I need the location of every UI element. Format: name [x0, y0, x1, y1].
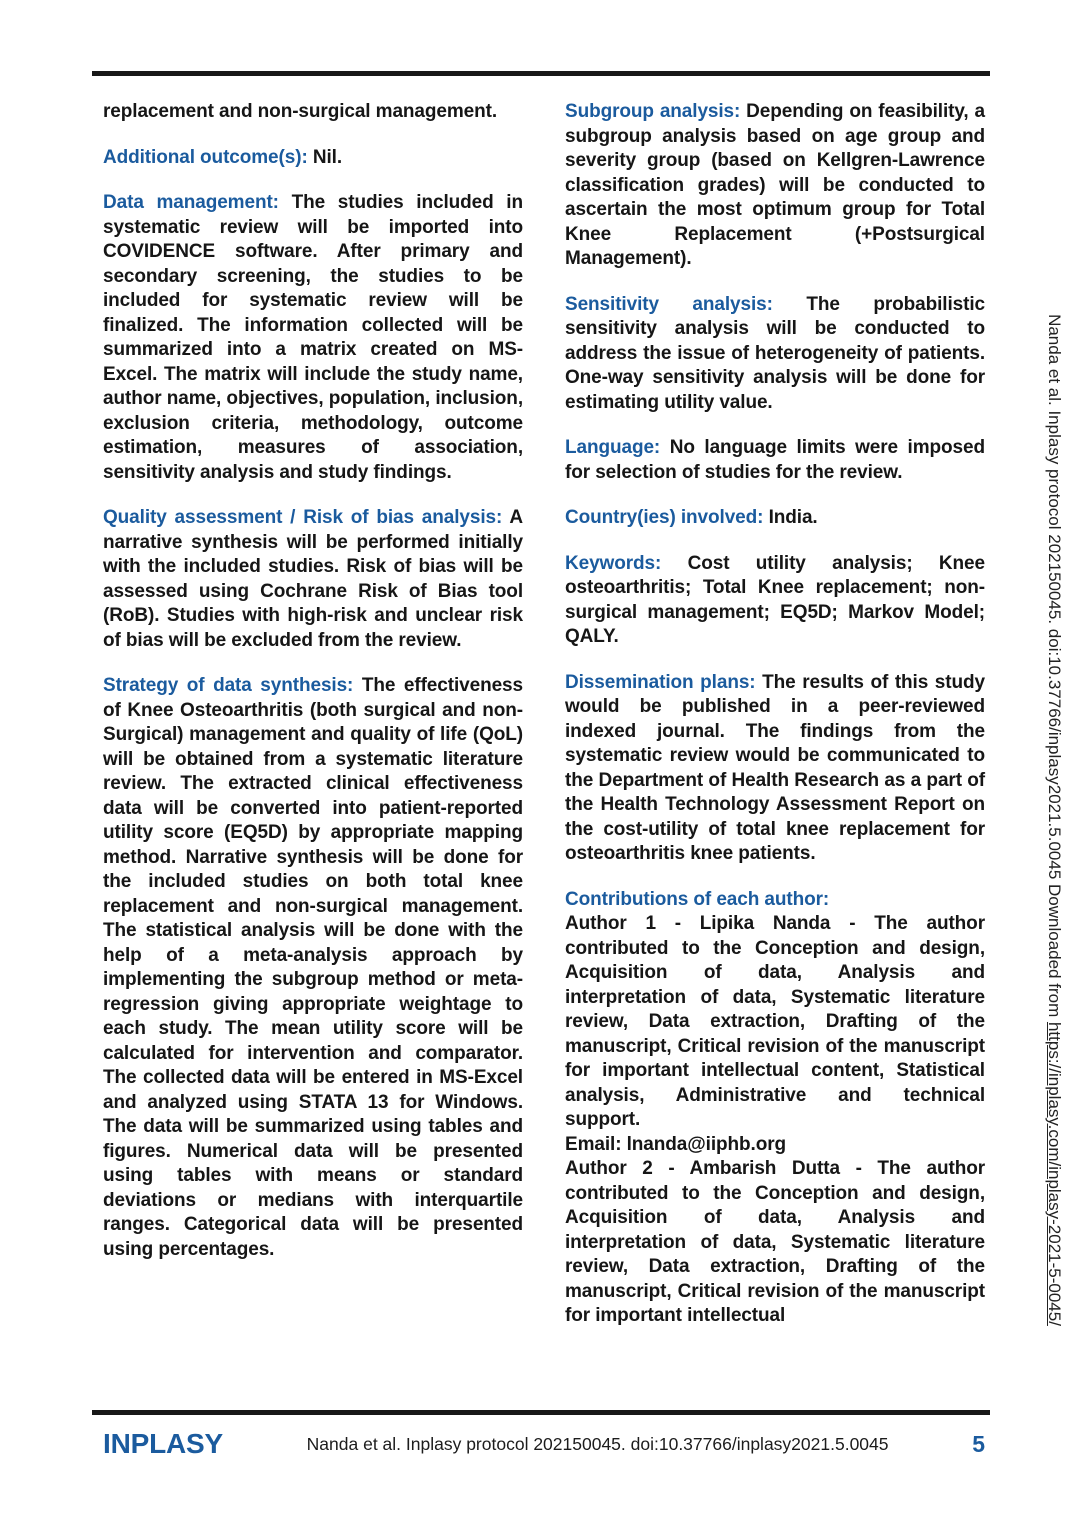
inplasy-logo: INPLASY: [103, 1428, 223, 1459]
section-heading: Additional outcome(s):: [103, 146, 308, 168]
paragraph-subgroup-analysis: [565, 100, 985, 272]
section-heading: Subgroup analysis:: [565, 101, 741, 122]
paragraph-keywords: [565, 552, 985, 650]
section-heading: Dissemination plans:: [565, 671, 756, 693]
top-rule: [92, 71, 990, 76]
author-1-contribution: Author 1 - Lipika Nanda - The author contributed to the Conception and design, Acquisition of data, Analysis and interpretation of data, Systematic literature review, Data extraction, Drafting of the manuscript, Critical revision of the manuscript for important intellectual content, Statistical analysis, Administrative and technical support.: [565, 913, 985, 1130]
page-footer: [103, 1428, 985, 1460]
sidebar-citation-text: Nanda et al. Inplasy protocol 202150045. doi:10.37766/inplasy2021.5.0045 Downloaded from: [1045, 314, 1064, 1022]
body-text: The probabilistic sensitivity analysis will be conducted to address the issue of heterogeneity of patients. One-way sensitivity analysis will be done for estimating utility value.: [565, 293, 985, 413]
section-heading: Keywords:: [565, 552, 662, 574]
body-text: No language limits were imposed for selection of studies for the review.: [565, 437, 985, 483]
bottom-rule: [92, 1410, 990, 1415]
body-text: The effectiveness of Knee Osteoarthritis (both surgical and non-Surgical) management and quality of life (QoL) will be obtained from a systematic literature review. The extracted clinical effectiveness data will be converted into patient-reported utility score (EQ5D) by appropriate mapping method. Narrative synthesis will be done for the included studies on both total knee replacement and non-surgical management. The statistical analysis will be done with the help of a meta-analysis approach by implementing the subgroup method or meta-regression giving appropriate weightage to each study. The mean utility score will be calculated for intervention and comparator. The collected data will be entered in MS-Excel and analyzed using STATA 13 for Windows. The data will be summarized using tables and figures. Numerical data will be presented using tables with means or standard deviations or medians with interquartile ranges. Categorical data will be presented using percentages.: [103, 675, 523, 1260]
section-heading: Sensitivity analysis:: [565, 293, 773, 315]
section-heading: Country(ies) involved:: [565, 507, 764, 528]
text-columns: [103, 100, 985, 1350]
body-text: Cost utility analysis; Knee osteoarthritis; Total Knee replacement; non-surgical management; EQ5D; Markov Model; QALY.: [565, 552, 985, 647]
page-number: 5: [972, 1430, 985, 1457]
section-heading: Contributions of each author:: [565, 888, 830, 910]
section-heading: Strategy of data synthesis:: [103, 675, 354, 696]
section-heading: Data management:: [103, 192, 279, 213]
body-text: The results of this study would be published in a peer-reviewed indexed journal. The findings from the systematic review would be communicated to the Department of Health Research as a part of the Health Technology Assessment Report on the cost-utility of total knee replacement for osteoarthritis knee patients.: [565, 671, 985, 864]
right-column: [565, 100, 985, 1350]
paragraph-sensitivity-analysis: [565, 293, 985, 416]
paragraph-strategy-data-synthesis: [103, 674, 523, 1262]
paragraph-data-management: [103, 191, 523, 485]
paragraph-continuation: [103, 100, 523, 125]
body-text: India.: [768, 507, 818, 528]
paragraph-countries-involved: [565, 506, 985, 531]
footer-citation: Nanda et al. Inplasy protocol 202150045. doi:10.37766/inplasy2021.5.0045: [306, 1433, 889, 1454]
body-text: The studies included in systematic review will be imported into COVIDENCE software. After primary and secondary screening, the studies to be included for systematic review will be finalized. The information collected will be summarized into a matrix created on MS-Excel. The matrix will include the study name, author name, objectives, population, inclusion, exclusion criteria, methodology, outcome estimation, measures of association, sensitivity analysis and study findings.: [103, 192, 523, 483]
body-text: Depending on feasibility, a subgroup analysis based on age group and severity group (based on Kellgren-Lawrence classification grades) will be conducted to ascertain the most optimum group for Total Knee Replacement (+Postsurgical Management).: [565, 101, 985, 269]
body-text: replacement and non-surgical management.: [103, 101, 498, 122]
paragraph-dissemination-plans: [565, 671, 985, 867]
rotated-citation-sidebar: [1044, 314, 1064, 1326]
left-column: [103, 100, 523, 1350]
sidebar-citation-link[interactable]: https://inplasy.com/inplasy-2021-5-0045/: [1045, 1021, 1064, 1326]
paragraph-language: [565, 436, 985, 485]
author-2-contribution: Author 2 - Ambarish Dutta - The author contributed to the Conception and design, Acquisition of data, Analysis and interpretation of data, Systematic literature review, Data extraction, Drafting of the manuscript, Critical revision of the manuscript for important intellectual: [565, 1158, 985, 1326]
paragraph-contributions: [565, 888, 985, 1329]
section-heading: Quality assessment / Risk of bias analysis:: [103, 507, 503, 528]
body-text: Nil.: [312, 146, 343, 168]
author-1-email: Email: lnanda@iiphb.org: [565, 1133, 787, 1155]
paragraph-additional-outcomes: [103, 146, 523, 171]
body-text: A narrative synthesis will be performed initially with the included studies. Risk of bias will be assessed using Cochrane Risk of Bias tool (RoB). Studies with high-risk and unclear risk of bias will be excluded from the review.: [103, 507, 523, 651]
paragraph-quality-assessment: [103, 506, 523, 653]
section-heading: Language:: [565, 437, 661, 458]
